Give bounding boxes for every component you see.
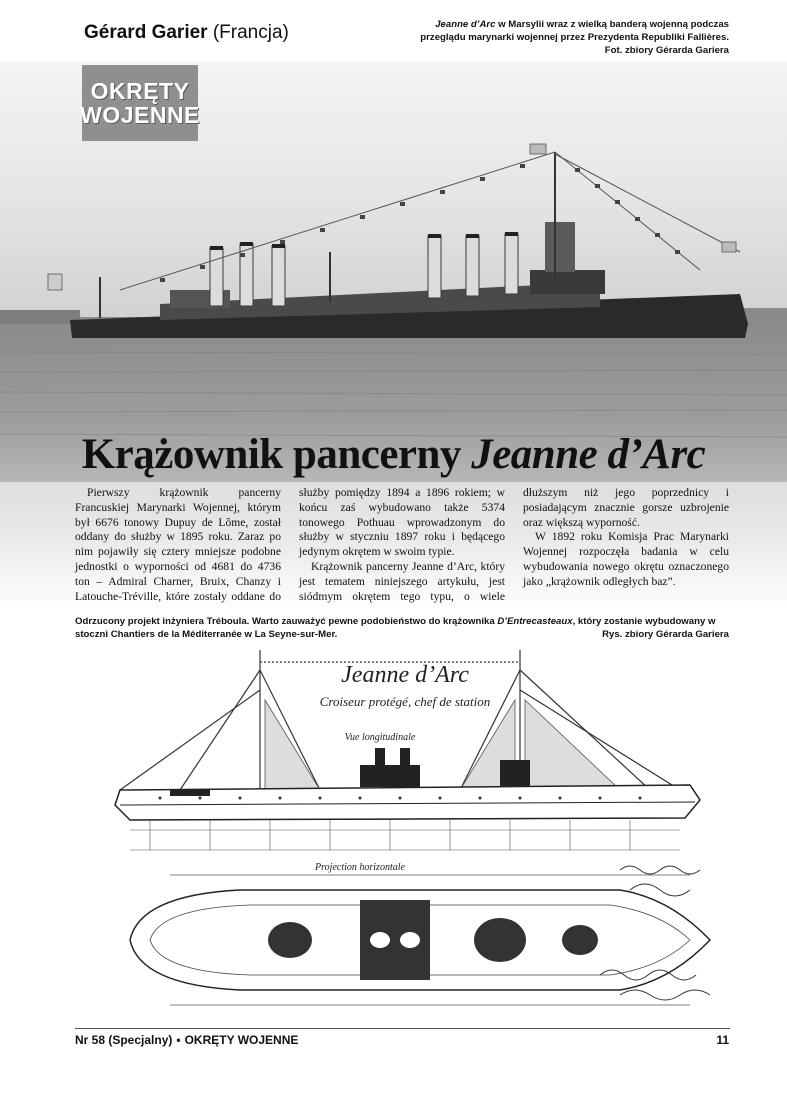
magazine-logo [82,65,198,141]
article-body [75,486,729,606]
footer-bullet: • [176,1033,181,1047]
drawing-caption-text-before: Odrzucony projekt inżyniera Tréboula. Warto zauważyć pewne podobieństwo do krążownika [75,616,498,627]
drawing-plan-view-label: Projection horizontale [315,862,405,873]
footer-rule [75,1028,730,1029]
logo-line-1: OKRĘTY [90,78,190,104]
page-number: 11 [716,1033,729,1047]
article-paragraph-3: W 1892 roku Komisja Prac Marynarki Wojennej rozpoczęła badania w celu wybudowania nowego okrętu oznaczonego jako „krążownik odległych baz”. [523,530,729,588]
ship-plan-drawing [60,640,750,1025]
article-paragraph-1: Pierwszy krążownik pancerny Francuskiej Marynarki Wojennej, którym był 6676 tonowy Dupuy de Lôme, został oddany do służby w 1895 roku. Zaraz po nim pojawiły się cztery mniejsze podobne jednostki o wyporności od 4681 do 4736 ton – Admiral Charner, Bruix, Chanzy i Latouche-Tréville, które zostały oddane do służby pomiędzy 1894 a 1896 rokiem; w końcu zaś wybudowano także 5374 tonowego Pothuau wprowadzonym do służby w styczniu 1897 roku i będącego jedynym okrętem w swoim typie. [75,486,505,603]
article-paragraph-2: Krążownik pancerny Jeanne d’Arc, który jest tematem niniejszego artykułu, jest siódmym okrętem tego typu, o wiele dłuższym niż jego poprzednicy i posiadającym znacznie gorsze uzbrojenie oraz większą wyporność. [299,486,729,603]
author-byline [84,22,289,44]
drawing-caption-credit: Rys. zbiory Gérarda Gariera [602,629,729,640]
article-title [0,430,787,479]
photo-caption-ship-name: Jeanne d’Arc [435,19,496,30]
drawing-caption [75,615,729,641]
drawing-caption-text-after: , który zostanie wybudowany w stoczni Chantiers de la Méditerranée w La Seyne-sur-Mer. [75,616,716,640]
drawing-title: Jeanne d’Arc [341,662,469,688]
drawing-side-view-label: Vue longitudinale [344,732,416,743]
footer-magazine-name: OKRĘTY WOJENNE [184,1033,299,1047]
drawing-subtitle: Croiseur protégé, chef de station [319,694,491,709]
author-country: (Francja) [212,22,289,43]
article-title-italic: Jeanne d’Arc [471,431,706,478]
photo-caption [399,18,729,57]
article-title-plain: Krążownik pancerny [81,431,472,478]
author-name: Gérard Garier [84,22,208,43]
footer-issue-info [75,1033,298,1047]
logo-line-2: WOJENNE [80,102,200,128]
photo-caption-text: w Marsylii wraz z wielką banderą wojenną podczas przeglądu marynarki wojennej przez Prezydenta Republiki Fallières. [420,19,729,43]
photo-caption-credit: Fot. zbiory Gérarda Gariera [604,45,729,56]
footer-issue-number: Nr 58 (Specjalny) [75,1033,173,1047]
drawing-caption-ship-ref: D’Entrecasteaux [497,616,573,627]
